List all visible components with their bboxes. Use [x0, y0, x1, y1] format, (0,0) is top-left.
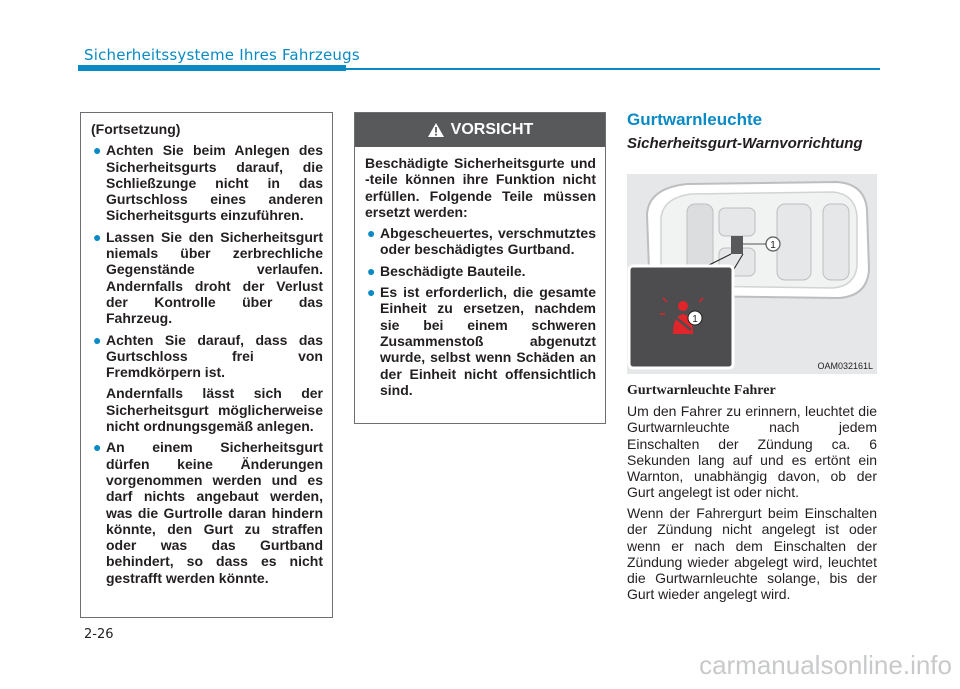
- header-bar: [78, 65, 346, 71]
- caution-header: [355, 113, 605, 147]
- heading-driver-warning: Gurtwarnleuchte Fahrer: [627, 383, 776, 398]
- list-item: ● Beschädigte Bauteile.: [367, 262, 526, 279]
- continuation-label: (Fortsetzung): [91, 121, 181, 137]
- bullet-list: [365, 225, 596, 398]
- header-title: Sicherheitssysteme Ihres Fahrzeugs: [84, 46, 360, 64]
- bullet-icon: ●: [93, 142, 102, 159]
- callout-label: 1: [770, 240, 776, 251]
- list-item: ● Achten Sie darauf, dass das Gurtschloss frei von Fremdkörpern ist.: [93, 331, 323, 381]
- header-rule: [346, 68, 880, 70]
- list-item: ● Lassen Sie den Sicherheitsgurt niemals über zerbrechliche Gegenstände verlaufen. Andernfalls droht der Verlust der Kontrolle über das Fahrzeug.: [93, 228, 323, 327]
- list-item: ● Achten Sie beim Anlegen des Sicherheitsgurts darauf, die Schließzunge nicht in das Gurtschloss eines anderen Sicherheitsgurts einzuführen.: [93, 142, 323, 224]
- car-interior-illustration: [627, 174, 877, 374]
- page-number: 2-26: [84, 627, 114, 642]
- bullet-list: [91, 439, 323, 586]
- svg-text:1: 1: [692, 314, 698, 325]
- body-paragraph: Wenn der Fahrergurt beim Einschalten der Zündung nicht angelegt ist oder wenn er nach dem Einschalten der Zündung wieder abgelegt wird, leuchtet die Gurtwarnleuchte solange, bis der Gurt wieder angelegt wird.: [627, 505, 877, 603]
- car-top-view-image: [627, 174, 877, 374]
- caution-box: [354, 112, 606, 424]
- bullet-list: [91, 142, 323, 380]
- bullet-icon: ●: [367, 284, 376, 301]
- watermark: carmanualsonline.info: [699, 650, 952, 680]
- list-item-followup: Andernfalls lässt sich der Sicherheitsgurt möglicherweise nicht ordnungsgemäß anlegen.: [106, 385, 323, 435]
- bullet-icon: ●: [367, 225, 376, 242]
- bullet-icon: ●: [93, 439, 102, 456]
- bullet-icon: ●: [93, 331, 102, 348]
- sub-title: Sicherheitsgurt-Warnvorrichtung: [627, 135, 863, 152]
- caution-intro: Beschädigte Sicherheitsgurte und -teile können ihre Funktion nicht erfüllen. Folgende Teile müssen ersetzt werden:: [365, 155, 596, 220]
- caution-label: VORSICHT: [450, 121, 534, 138]
- list-item: ● Es ist erforderlich, die gesamte Einheit zu ersetzen, nachdem sie bei einem schweren Zusammenstoß abgenutzt wurde, selbst wenn Schäden an der Einheit nicht offensichtlich sind.: [367, 284, 596, 398]
- continued-note-box: [80, 112, 333, 618]
- bullet-icon: ●: [93, 228, 102, 245]
- bullet-icon: ●: [367, 262, 376, 279]
- list-item: ● Abgescheuertes, verschmutztes oder beschädigtes Gurtband.: [367, 225, 596, 258]
- list-item: ● An einem Sicherheitsgurt dürfen keine Änderungen vorgenommen werden und es darf nichts angebaut werden, was die Gurtrolle daran hindern könnte, den Gurt zu straffen oder was das Gurtband behindert, so dass es nicht gestrafft werden könnte.: [93, 439, 323, 586]
- section-title: Gurtwarnleuchte: [627, 110, 763, 129]
- warning-triangle-icon: [427, 122, 445, 138]
- image-code: OAM032161L: [817, 361, 873, 371]
- body-paragraph: Um den Fahrer zu erinnern, leuchtet die Gurtwarnleuchte nach jedem Einschalten der Zündung ca. 6 Sekunden lang auf und es ertönt ein Warnton, unabhängig davon, ob der Gurt angelegt ist oder nicht.: [627, 403, 877, 501]
